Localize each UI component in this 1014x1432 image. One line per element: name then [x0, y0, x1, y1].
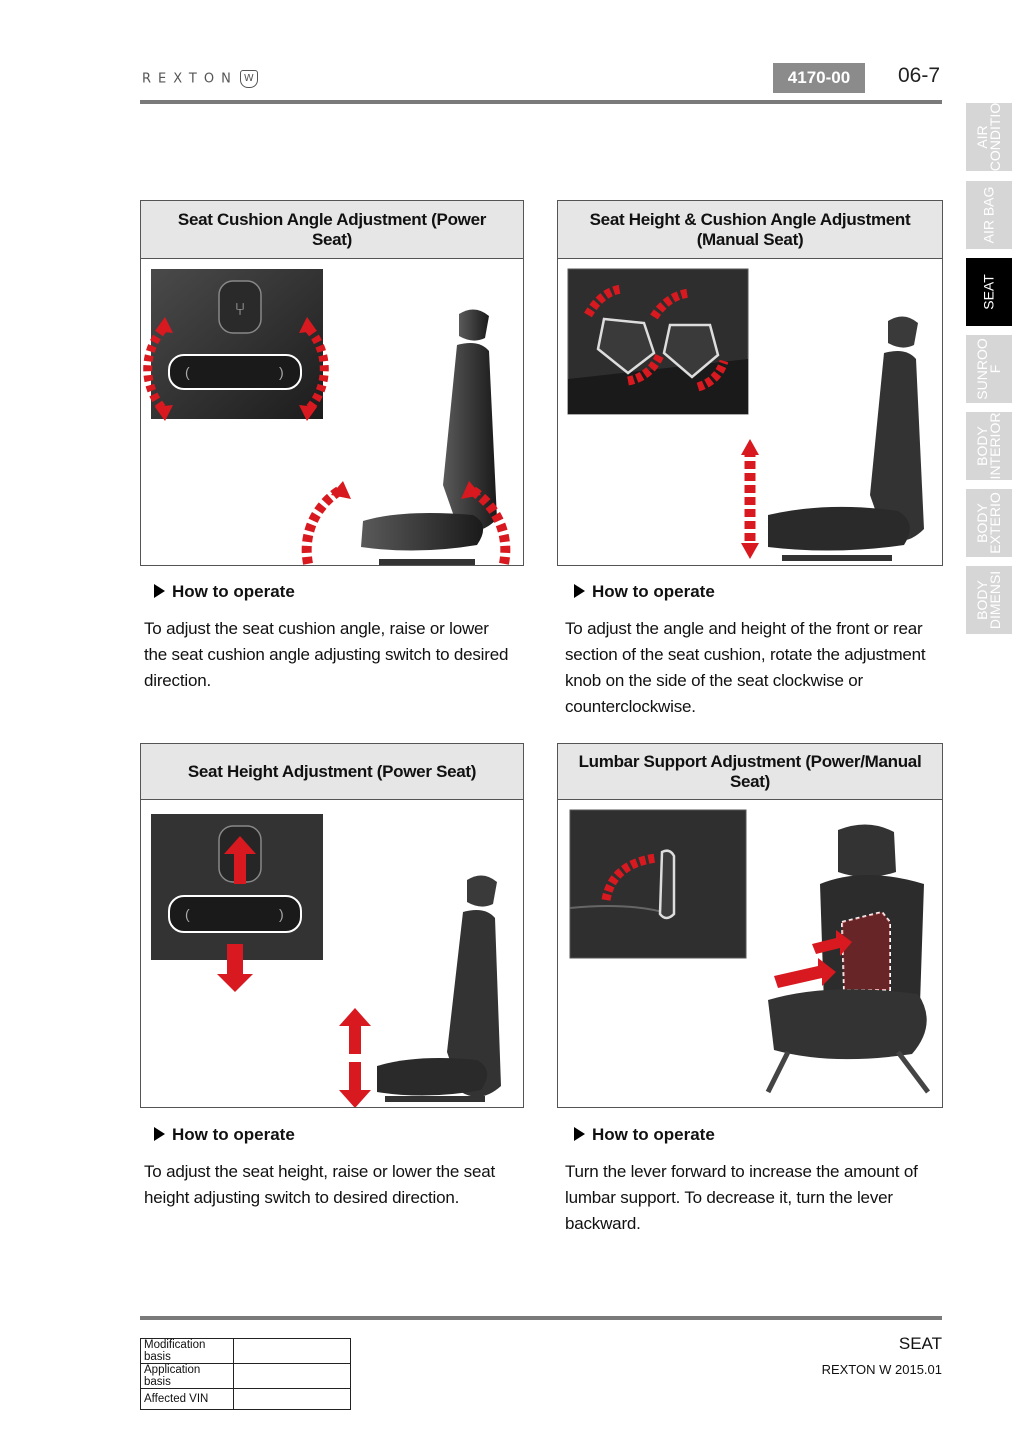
application-basis-value [234, 1364, 351, 1389]
svg-text:): ) [279, 906, 284, 922]
description-4: Turn the lever forward to increase the amount of lumbar support. To decrease it, turn the lever backward. [565, 1162, 918, 1233]
footer-model-version: REXTON W 2015.01 [821, 1362, 942, 1377]
footer-divider [140, 1316, 942, 1320]
illustration-height-cushion-manual [558, 259, 942, 565]
illustration-cushion-angle-power [141, 259, 523, 565]
svg-text:(: ( [185, 364, 190, 380]
panel-lumbar-support [557, 743, 943, 1108]
panel-title: Seat Height Adjustment (Power Seat) [141, 744, 523, 800]
tab-sunroof[interactable] [966, 335, 1012, 403]
panel-cushion-angle-power [140, 200, 524, 566]
triangle-bullet-icon [154, 1127, 165, 1141]
svg-text:⑂: ⑂ [234, 299, 246, 320]
tab-label: BODY EXTERIO [974, 492, 1003, 554]
how-to-operate-2: How to operate [574, 582, 715, 602]
tab-air-conditioning[interactable] [966, 103, 1012, 171]
panel-title: Seat Height & Cushion Angle Adjustment (Manual Seat) [558, 201, 942, 259]
panel-height-power [140, 743, 524, 1108]
rexton-logo: REXTON W [142, 70, 258, 88]
tab-label: BODY DIMENSI [974, 570, 1003, 630]
triangle-bullet-icon [574, 1127, 585, 1141]
description-2: To adjust the angle and height of the front or rear section of the seat cushion, rotate the adjustment knob on the side of the seat clockwise or counterclockwise. [565, 619, 926, 716]
tab-label: AIR CONDITIO [974, 102, 1003, 172]
tab-body-exterior[interactable] [966, 489, 1012, 557]
table-row [141, 1364, 351, 1389]
panel-height-cushion-manual [557, 200, 943, 566]
application-basis-label: Application basis [141, 1364, 234, 1389]
tab-label: SEAT [980, 274, 997, 310]
illustration-lumbar-support [558, 800, 942, 1107]
panel-title: Seat Cushion Angle Adjustment (Power Seat) [141, 201, 523, 259]
modification-basis-value [234, 1339, 351, 1364]
triangle-bullet-icon [574, 584, 585, 598]
tab-air-bag[interactable] [966, 181, 1012, 249]
how-to-operate-4: How to operate [574, 1125, 715, 1145]
table-row [141, 1339, 351, 1364]
tab-body-interior[interactable] [966, 412, 1012, 480]
tab-body-dimensions[interactable] [966, 566, 1012, 634]
tab-label: AIR BAG [980, 186, 997, 244]
modification-table [140, 1338, 351, 1410]
tab-seat[interactable] [966, 258, 1012, 326]
document-code: 4170-00 [773, 63, 865, 93]
affected-vin-value [234, 1389, 351, 1410]
description-3: To adjust the seat height, raise or lower the seat height adjusting switch to desired direction. [144, 1162, 495, 1207]
how-to-operate-3: How to operate [154, 1125, 295, 1145]
tab-label: SUNROO F [974, 338, 1003, 400]
svg-text:(: ( [185, 906, 190, 922]
page-number: 06-7 [898, 64, 941, 87]
rexton-w-badge-icon: W [240, 70, 258, 88]
table-row [141, 1389, 351, 1410]
illustration-height-power [141, 800, 523, 1107]
footer-section-name: SEAT [898, 1334, 942, 1353]
panel-title: Lumbar Support Adjustment (Power/Manual Seat) [558, 744, 942, 800]
svg-text:): ) [279, 364, 284, 380]
tab-label: BODY INTERIOR [974, 412, 1003, 480]
triangle-bullet-icon [154, 584, 165, 598]
description-1: To adjust the seat cushion angle, raise or lower the seat cushion angle adjusting switch to desired direction. [144, 619, 509, 690]
modification-basis-label: Modification basis [141, 1339, 234, 1364]
affected-vin-label: Affected VIN [141, 1389, 234, 1410]
how-to-operate-1: How to operate [154, 582, 295, 602]
header-divider [140, 100, 942, 104]
